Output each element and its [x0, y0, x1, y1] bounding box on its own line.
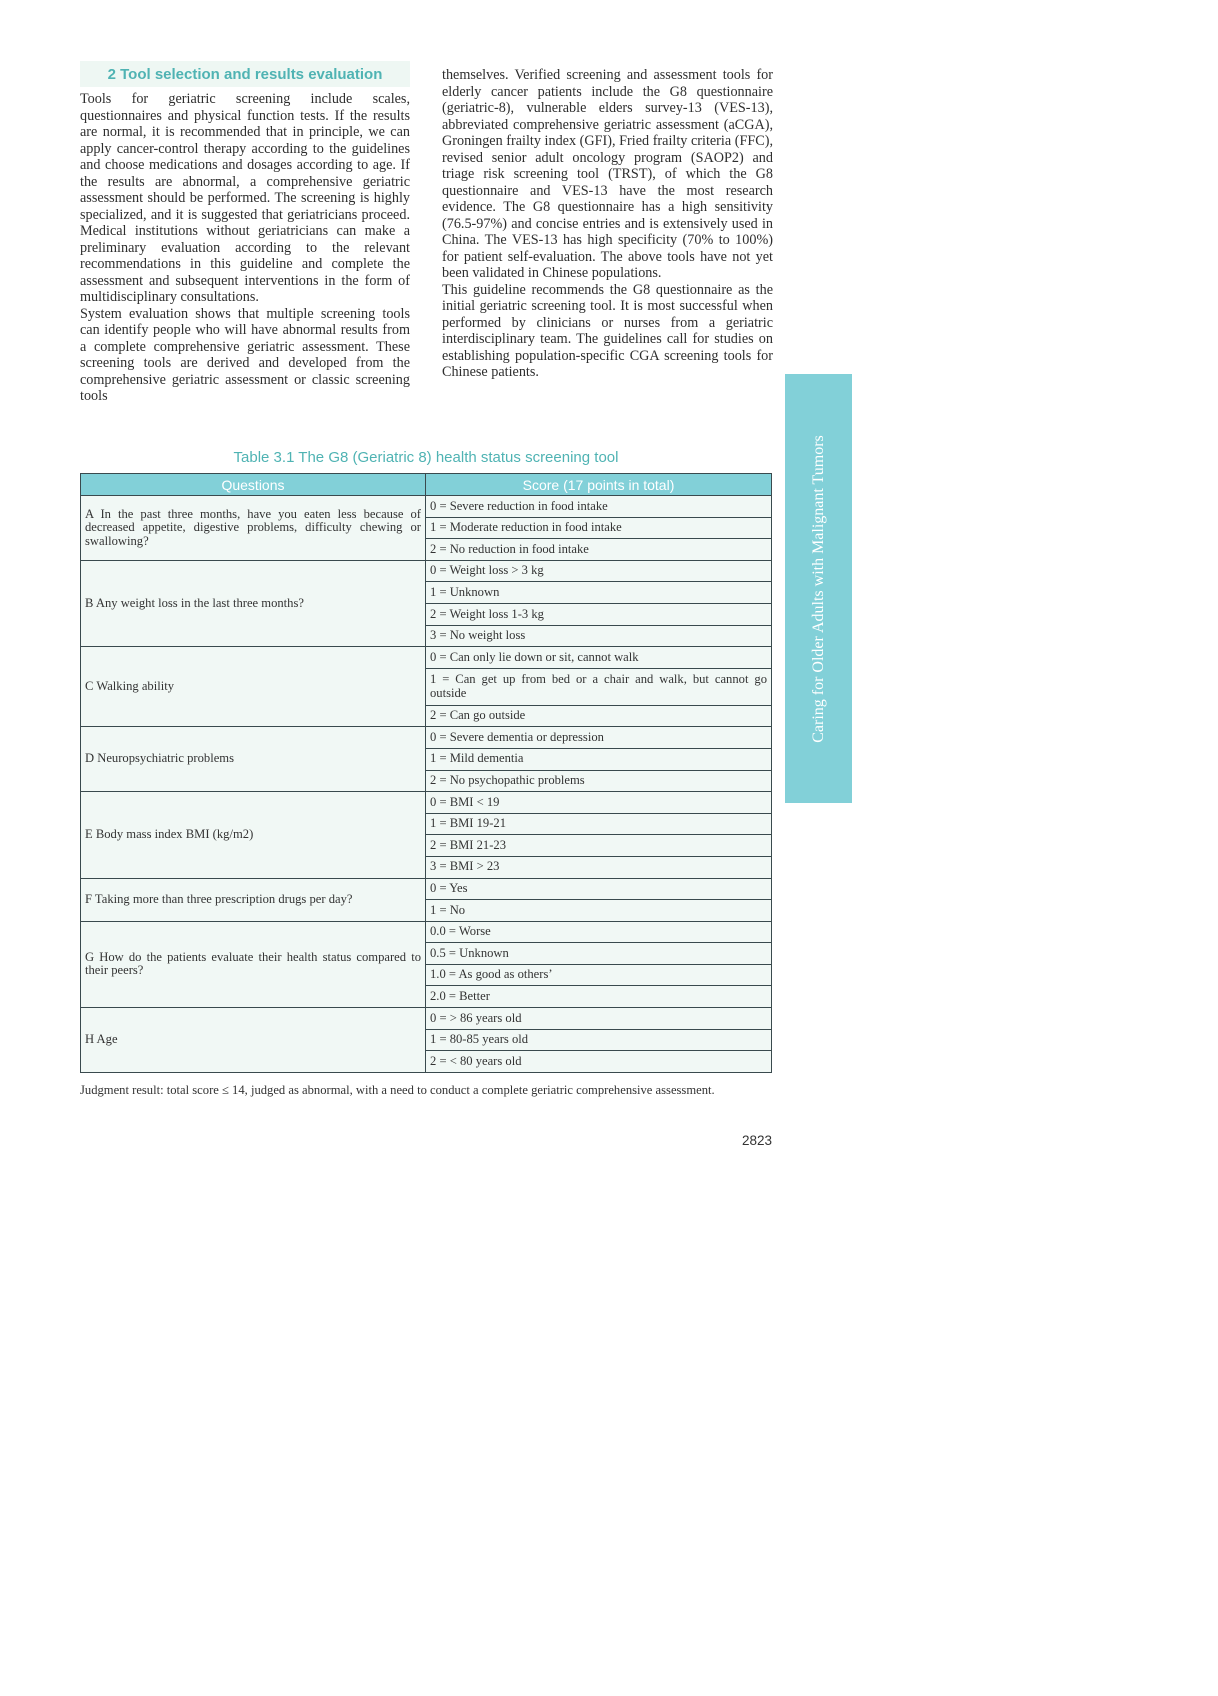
question-cell: H Age	[81, 1008, 426, 1073]
score-cell: 0 = Yes	[426, 878, 772, 900]
question-cell: C Walking ability	[81, 647, 426, 727]
column-header-questions: Questions	[81, 474, 426, 496]
score-cell: 0 = Can only lie down or sit, cannot walk	[426, 647, 772, 669]
score-cell: 0 = Severe reduction in food intake	[426, 496, 772, 518]
paragraph: themselves. Verified screening and assessment tools for elderly cancer patients include the G8 questionnaire (geriatric-8), vulnerable elders survey-13 (VES-13), abbreviated comprehensive geriatric assessment (aCGA), Groningen frailty index (GFI), Fried frailty criteria (FFC), revised senior adult oncology program (SAOP2) and triage risk screening tool (TRST), of which the G8 questionnaire and VES-13 have the most research evidence. The G8 questionnaire has a high sensitivity (76.5-97%) and concise entries and is extensively used in China. The VES-13 has high specificity (70% to 100%) for patient self-evaluation. The above tools have not yet been validated in Chinese populations.	[442, 67, 773, 281]
score-cell: 1.0 = As good as others’	[426, 964, 772, 986]
score-cell: 1 = Can get up from bed or a chair and walk, but cannot go outside	[426, 668, 772, 705]
question-cell: D Neuropsychiatric problems	[81, 727, 426, 792]
question-cell: F Taking more than three prescription drugs per day?	[81, 878, 426, 921]
table-row	[81, 921, 772, 943]
score-cell: 1 = Unknown	[426, 582, 772, 604]
score-cell: 2 = No psychopathic problems	[426, 770, 772, 792]
table-note: Judgment result: total score ≤ 14, judged as abnormal, with a need to conduct a complete geriatric comprehensive assessment.	[80, 1083, 715, 1097]
side-tab-label: Caring for Older Adults with Malignant Tumors	[809, 434, 827, 743]
score-cell: 0.5 = Unknown	[426, 943, 772, 965]
table-body	[81, 496, 772, 1073]
table-header-row	[81, 474, 772, 496]
score-cell: 1 = Moderate reduction in food intake	[426, 517, 772, 539]
score-cell: 1 = No	[426, 900, 772, 922]
question-cell: B Any weight loss in the last three months?	[81, 560, 426, 646]
question-cell: G How do the patients evaluate their health status compared to their peers?	[81, 921, 426, 1007]
score-cell: 1 = 80-85 years old	[426, 1029, 772, 1051]
score-cell: 0 = Severe dementia or depression	[426, 727, 772, 749]
score-cell: 3 = No weight loss	[426, 625, 772, 647]
score-cell: 2.0 = Better	[426, 986, 772, 1008]
question-cell: A In the past three months, have you eaten less because of decreased appetite, digestive problems, difficulty chewing or swallowing?	[81, 496, 426, 561]
side-tab	[785, 374, 852, 803]
score-cell: 2 = Weight loss 1-3 kg	[426, 603, 772, 625]
left-text-column	[80, 91, 410, 405]
table-row	[81, 647, 772, 669]
score-cell: 3 = BMI > 23	[426, 856, 772, 878]
page-number: 2823	[741, 1133, 772, 1148]
score-cell: 1 = Mild dementia	[426, 748, 772, 770]
table-caption: Table 3.1 The G8 (Geriatric 8) health status screening tool	[233, 449, 619, 466]
table-row	[81, 560, 772, 582]
paragraph: Tools for geriatric screening include scales, questionnaires and physical function tests. If the results are normal, it is recommended that in principle, we can apply cancer-control therapy according to the guidelines and choose medications and dosages according to age. If the results are abnormal, a comprehensive geriatric assessment should be performed. The screening is highly specialized, and it is suggested that geriatricians proceed. Medical institutions without geriatricians can make a preliminary evaluation according to the relevant recommendations in this guideline and complete the assessment and subsequent interventions in the form of multidisciplinary consultations.	[80, 91, 410, 305]
score-cell: 0 = BMI < 19	[426, 792, 772, 814]
score-cell: 0 = Weight loss > 3 kg	[426, 560, 772, 582]
paragraph: This guideline recommends the G8 questionnaire as the initial geriatric screening tool. It is most successful when performed by clinicians or nurses from a geriatric interdisciplinary team. The guidelines call for studies on establishing population-specific CGA screening tools for Chinese patients.	[442, 281, 773, 380]
table-row	[81, 878, 772, 900]
right-text-column	[442, 67, 773, 381]
column-header-score: Score (17 points in total)	[426, 474, 772, 496]
table-row	[81, 792, 772, 814]
section-heading: 2 Tool selection and results evaluation	[107, 65, 383, 83]
score-cell: 0.0 = Worse	[426, 921, 772, 943]
table-row	[81, 1008, 772, 1030]
score-cell: 2 = BMI 21-23	[426, 835, 772, 857]
table-row	[81, 727, 772, 749]
score-cell: 2 = < 80 years old	[426, 1051, 772, 1073]
g8-screening-table	[80, 473, 772, 1073]
table-row	[81, 496, 772, 518]
score-cell: 0 = > 86 years old	[426, 1008, 772, 1030]
score-cell: 2 = Can go outside	[426, 705, 772, 727]
score-cell: 1 = BMI 19-21	[426, 813, 772, 835]
score-cell: 2 = No reduction in food intake	[426, 539, 772, 561]
question-cell: E Body mass index BMI (kg/m2)	[81, 792, 426, 878]
paragraph: System evaluation shows that multiple screening tools can identify people who will have abnormal results from a complete comprehensive geriatric assessment. These screening tools are derived and developed from the comprehensive geriatric assessment or classic screening tools	[80, 305, 410, 404]
section-heading-box	[80, 61, 410, 87]
